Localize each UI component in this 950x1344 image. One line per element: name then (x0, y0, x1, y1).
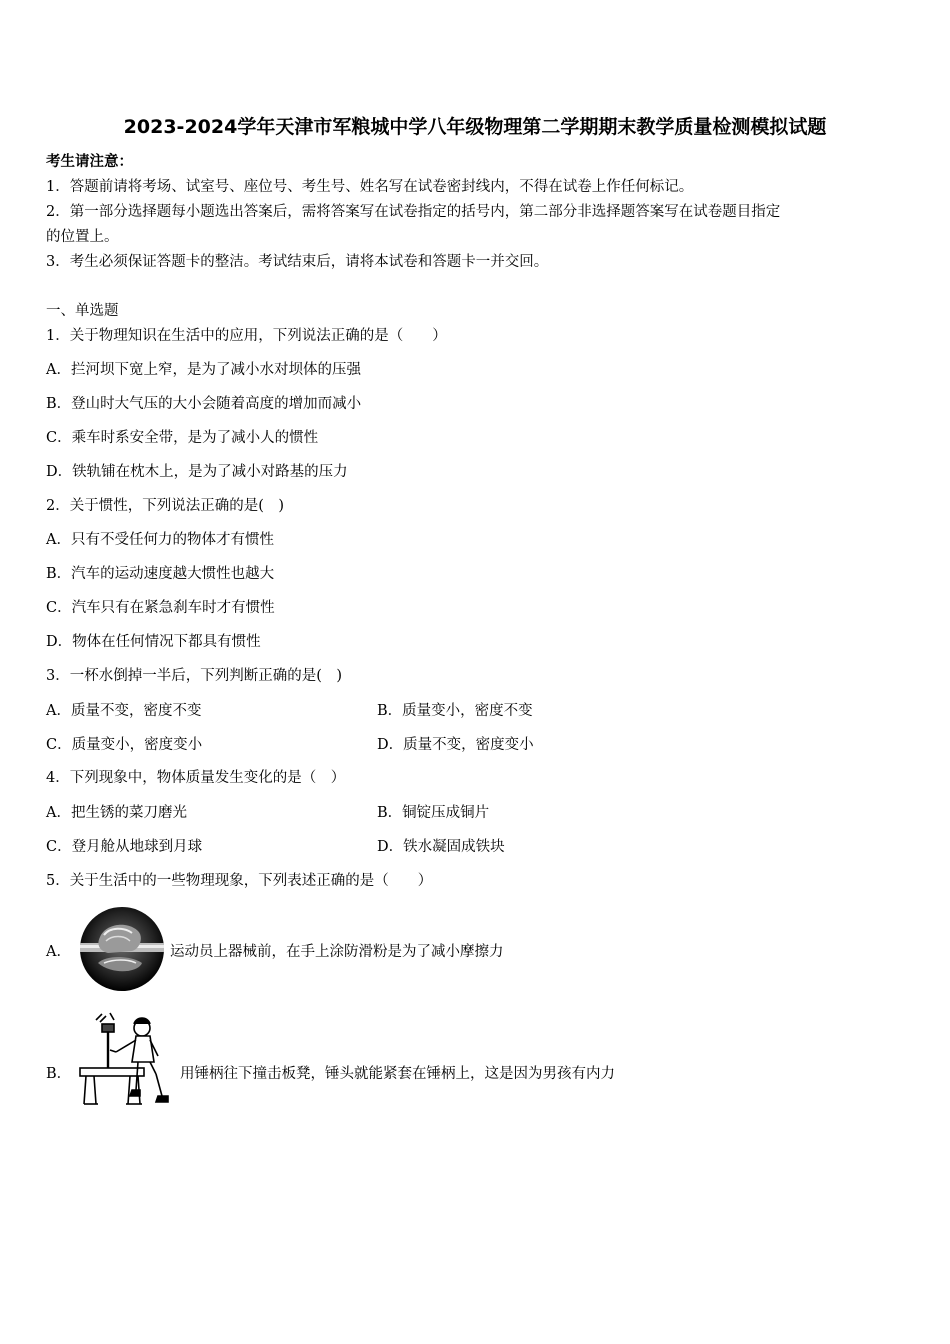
boy-hammer-bench-image (76, 1010, 176, 1110)
question-1-option-d: D．铁轨铺在枕木上，是为了减小对路基的压力 (46, 464, 348, 480)
question-5-option-a-label: A． (46, 944, 71, 960)
notice-heading: 考生请注意： (46, 153, 133, 170)
question-3-option-d: D．质量不变，密度变小 (377, 737, 534, 753)
section-heading: 一、单选题 (46, 303, 119, 319)
question-1-option-b: B．登山时大气压的大小会随着高度的增加而减小 (46, 396, 362, 412)
question-4-option-b: B．铜锭压成铜片 (377, 805, 490, 821)
question-2-option-d: D．物体在任何情况下都具有惯性 (46, 634, 261, 650)
question-5-option-b-text: 用锤柄往下撞击板凳，锤头就能紧套在锤柄上，这是因为男孩有内力 (180, 1066, 615, 1082)
question-5-stem: 5．关于生活中的一些物理现象，下列表述正确的是（ ） (46, 873, 433, 889)
notice-item-2: 2．第一部分选择题每小题选出答案后，需将答案写在试卷指定的括号内，第二部分非选择题答案写在试卷题目指定 (46, 204, 781, 220)
question-3-option-b: B．质量变小，密度不变 (377, 703, 533, 719)
question-2-stem: 2．关于惯性，下列说法正确的是( ) (46, 498, 285, 514)
question-4-option-d: D．铁水凝固成铁块 (377, 839, 505, 855)
question-5-option-b-label: B． (46, 1066, 72, 1082)
question-1-stem: 1．关于物理知识在生活中的应用，下列说法正确的是（ ） (46, 328, 447, 344)
notice-item-1: 1．答题前请将考场、试室号、座位号、考生号、姓名写在试卷密封线内，不得在试卷上作任何标记。 (46, 179, 694, 195)
question-3-option-c: C．质量变小，密度变小 (46, 737, 203, 753)
question-4-option-c: C．登月舱从地球到月球 (46, 839, 203, 855)
question-3-option-a: A．质量不变，密度不变 (46, 703, 202, 719)
page-title: 2023-2024学年天津市军粮城中学八年级物理第二学期期末教学质量检测模拟试题 (123, 116, 827, 138)
question-3-stem: 3．一杯水倒掉一半后，下列判断正确的是( ) (46, 668, 343, 684)
question-5-option-a-text: 运动员上器械前，在手上涂防滑粉是为了减小摩擦力 (170, 944, 504, 960)
question-2-option-b: B．汽车的运动速度越大惯性也越大 (46, 566, 275, 582)
question-1-option-c: C．乘车时系安全带，是为了减小人的惯性 (46, 430, 319, 446)
question-2-option-c: C．汽车只有在紧急刹车时才有惯性 (46, 600, 275, 616)
notice-item-2-cont: 的位置上。 (46, 229, 119, 245)
question-2-option-a: A．只有不受任何力的物体才有惯性 (46, 532, 274, 548)
question-4-stem: 4．下列现象中，物体质量发生变化的是（ ） (46, 770, 346, 786)
notice-item-3: 3．考生必须保证答题卡的整洁。考试结束后，请将本试卷和答题卡一并交回。 (46, 254, 549, 270)
question-1-option-a: A．拦河坝下宽上窄，是为了减小水对坝体的压强 (46, 362, 361, 378)
question-4-option-a: A．把生锈的菜刀磨光 (46, 805, 187, 821)
gymnast-hands-image (78, 905, 166, 993)
